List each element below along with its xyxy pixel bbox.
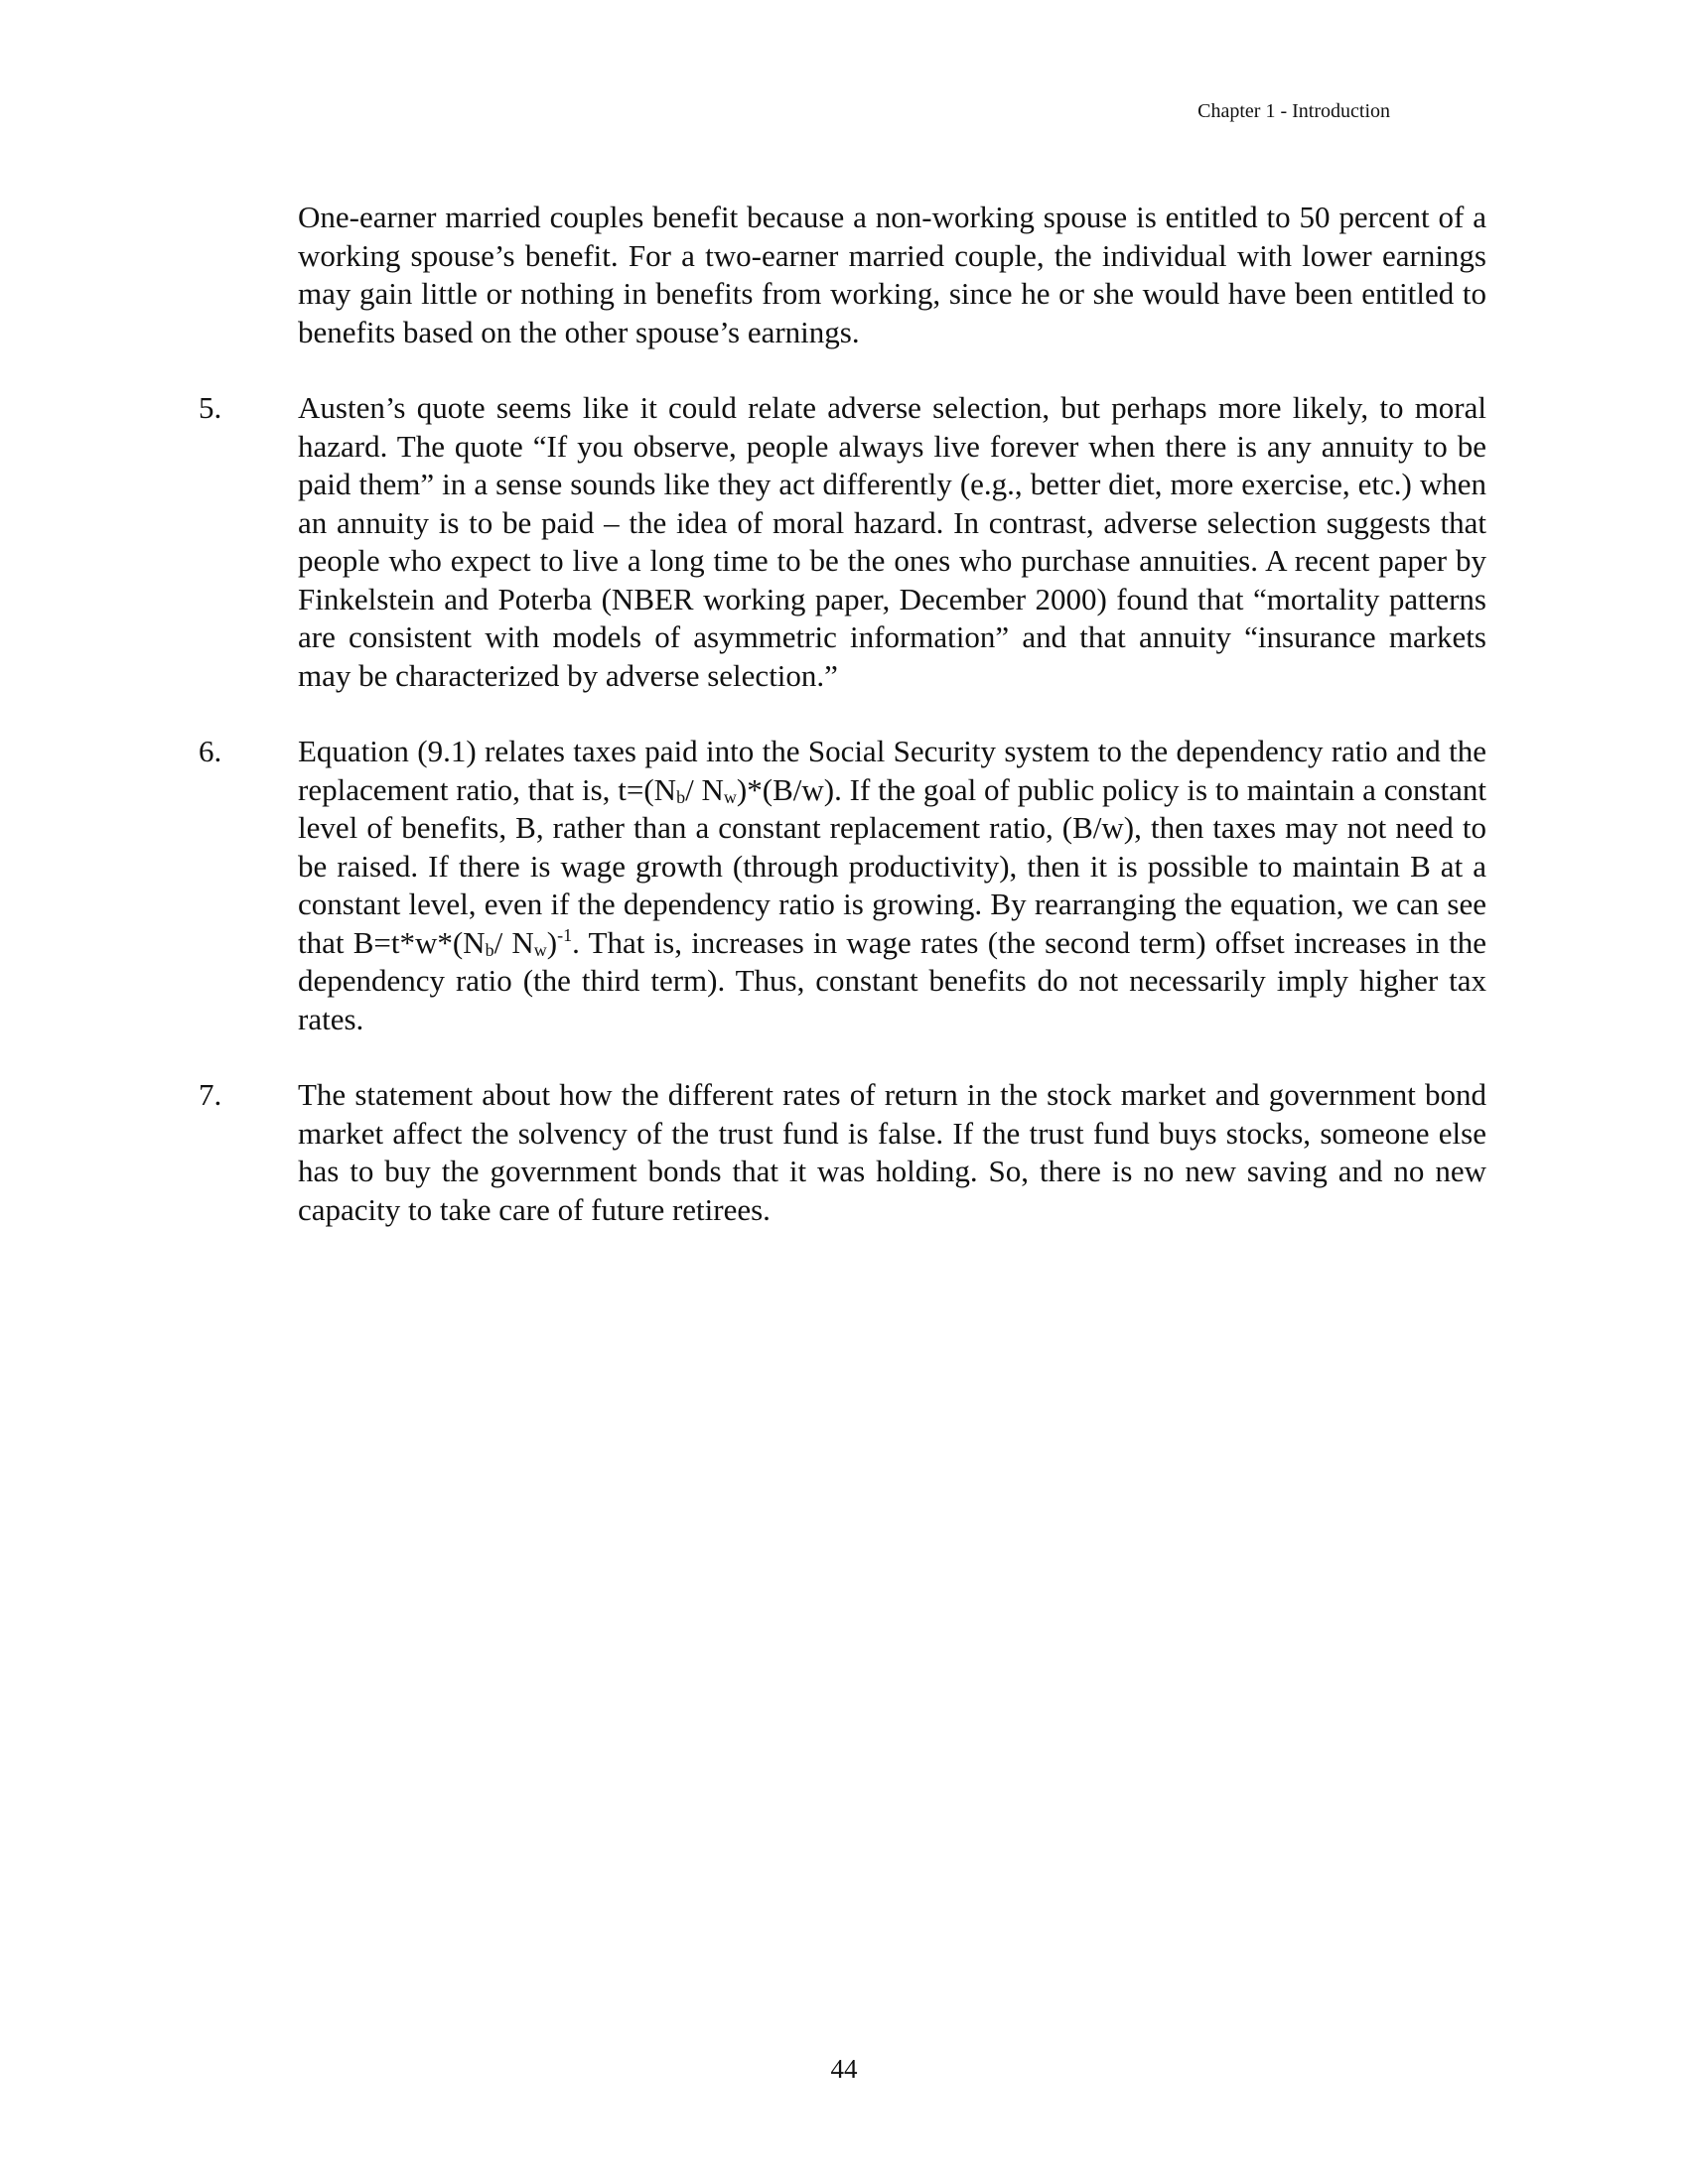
list-number-5: 5. (199, 390, 222, 425)
running-head: Chapter 1 - Introduction (1197, 100, 1390, 122)
page-body (0, 199, 1688, 1267)
list-text-6 (298, 734, 1486, 1036)
text-run: / N (685, 771, 724, 807)
subscript: b (485, 939, 494, 960)
list-number-7: 7. (199, 1077, 222, 1112)
subscript: w (723, 786, 737, 807)
list-item-6 (199, 733, 1487, 1038)
list-item-7 (199, 1076, 1486, 1229)
list-text-5: Austen’s quote seems like it could relate adverse selection, but perhaps more likely, to moral hazard. The quote “If you observe, people always live forever when there is any annuity to be paid them” in a sense sounds like they act differently (e.g., better diet, more exercise, etc.) when an annuity is to be paid – the idea of moral hazard. In contrast, adverse selection suggests that people who expect to live a long time to be the ones who purchase annuities. A recent paper by Finkelstein and Poterba (NBER working paper, December 2000) found that “mortality patterns are consistent with models of asymmetric information” and that annuity “insurance markets may be characterized by adverse selection.” (298, 390, 1486, 693)
text-run: ) (546, 924, 558, 960)
superscript: -1 (557, 924, 573, 945)
text-run: )*(B/w). If the goal of public policy is to maintain a constant level of benefits, B, rather than a constant replacement ratio, (B/w), then taxes may not need to be raised. If there is wage growth (through productivity), then it is possible to maintain B at a constant level, even if the dependency ratio is growing. By rearranging the equation, we can see that B=t*w*(N (298, 771, 1487, 960)
subscript: w (533, 939, 547, 960)
list-item-5 (199, 389, 1486, 695)
text-run: / N (493, 924, 534, 960)
list-text-7: The statement about how the different rates of return in the stock market and government bond market affect the solvency of the trust fund is false. If the trust fund buys stocks, someone else has to buy the government bonds that it was holding. So, there is no new saving and no new capacity to take care of future retirees. (298, 1077, 1486, 1227)
subscript: b (676, 786, 686, 807)
paragraph-continuation: One-earner married couples benefit because a non-working spouse is entitled to 50 percent of a working spouse’s benefit. For a two-earner married couple, the individual with lower earnings may gain little or nothing in benefits from working, since he or she would have been entitled to benefits based on the other spouse’s earnings. (298, 200, 1486, 349)
text-run: Equation (9.1) relates taxes paid into the Social Security system to the dependency ratio and the replacement ratio, that is, t=(N (298, 734, 1486, 807)
text-run: . That is, increases in wage rates (the second term) offset increases in the dependency ratio (the third term). Thus, constant benefits do not necessarily imply higher tax rates. (298, 924, 1486, 1036)
list-number-6: 6. (199, 734, 222, 768)
page-number: 44 (830, 2054, 858, 2084)
